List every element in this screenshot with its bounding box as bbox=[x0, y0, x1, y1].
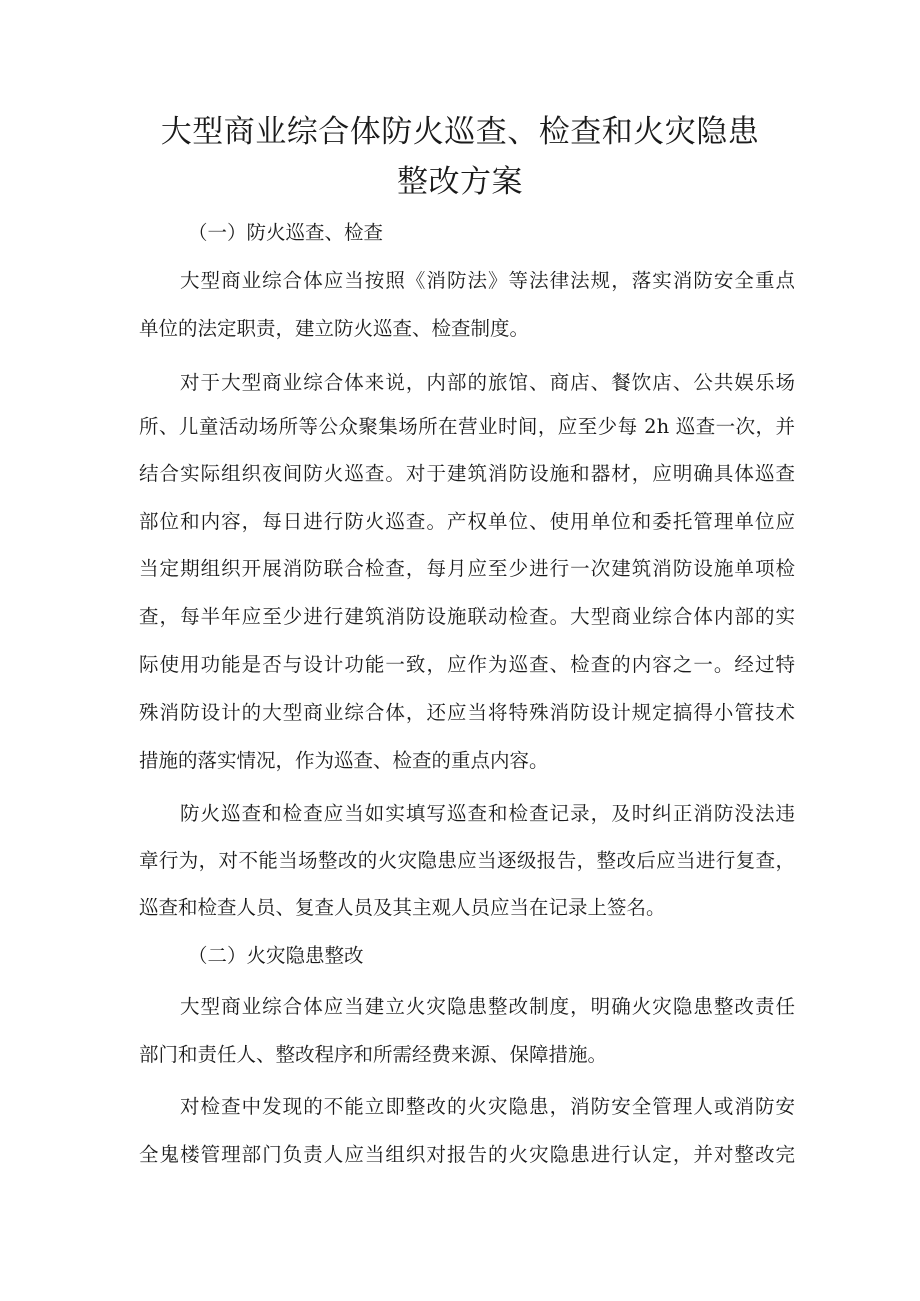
paragraph-line: 结合实际组织夜间防火巡查。对于建筑消防设施和器材，应明确具体巡查 bbox=[139, 462, 795, 485]
paragraph-line: 章行为，对不能当场整改的火灾隐患应当逐级报告，整改后应当进行复查， bbox=[139, 849, 795, 872]
paragraph-line: 防火巡查和检查应当如实填写巡查和检查记录，及时纠正消防没法违 bbox=[180, 802, 795, 825]
paragraph-line: 对于大型商业综合体来说，内部的旅馆、商店、餐饮店、公共娱乐场 bbox=[180, 371, 795, 394]
paragraph-line: 部门和责任人、整改程序和所需经费来源、保障措施。 bbox=[139, 1043, 608, 1066]
document-title-line-1: 大型商业综合体防火巡查、检查和火灾隐患 bbox=[160, 114, 760, 150]
paragraph-line: 所、儿童活动场所等公众聚集场所在营业时间，应至少每 2h 巡查一次，并 bbox=[139, 415, 795, 438]
paragraph-line: 单位的法定职责，建立防火巡查、检查制度。 bbox=[139, 317, 530, 340]
paragraph-line: 对检查中发现的不能立即整改的火灾隐患，消防安全管理人或消防安 bbox=[180, 1095, 795, 1118]
paragraph-line: 大型商业综合体应当按照《消防法》等法律法规，落实消防安全重点 bbox=[180, 269, 795, 292]
paragraph-line: 部位和内容，每日进行防火巡查。产权单位、使用单位和委托管理单位应 bbox=[139, 510, 795, 533]
document-title-line-2: 整改方案 bbox=[397, 164, 523, 200]
paragraph-line: 际使用功能是否与设计功能一致，应作为巡查、检查的内容之一。经过特 bbox=[139, 653, 795, 676]
paragraph-line: 巡查和检查人员、复查人员及其主观人员应当在记录上签名。 bbox=[139, 896, 666, 919]
section-heading-1: （一）防火巡查、检查 bbox=[188, 221, 384, 244]
paragraph-line: 全鬼楼管理部门负责人应当组织对报告的火灾隐患进行认定，并对整改完 bbox=[139, 1143, 795, 1166]
paragraph-line: 大型商业综合体应当建立火灾隐患整改制度，明确火灾隐患整改责任 bbox=[180, 995, 795, 1018]
paragraph-line: 措施的落实情况，作为巡查、检查的重点内容。 bbox=[139, 749, 549, 772]
paragraph-line: 查，每半年应至少进行建筑消防设施联动检查。大型商业综合体内部的实 bbox=[139, 605, 795, 628]
paragraph-line: 殊消防设计的大型商业综合体，还应当将特殊消防设计规定搞得小管技术 bbox=[139, 701, 795, 724]
section-heading-2: （二）火灾隐患整改 bbox=[188, 944, 364, 967]
paragraph-line: 当定期组织开展消防联合检查，每月应至少进行一次建筑消防设施单项检 bbox=[139, 557, 795, 580]
